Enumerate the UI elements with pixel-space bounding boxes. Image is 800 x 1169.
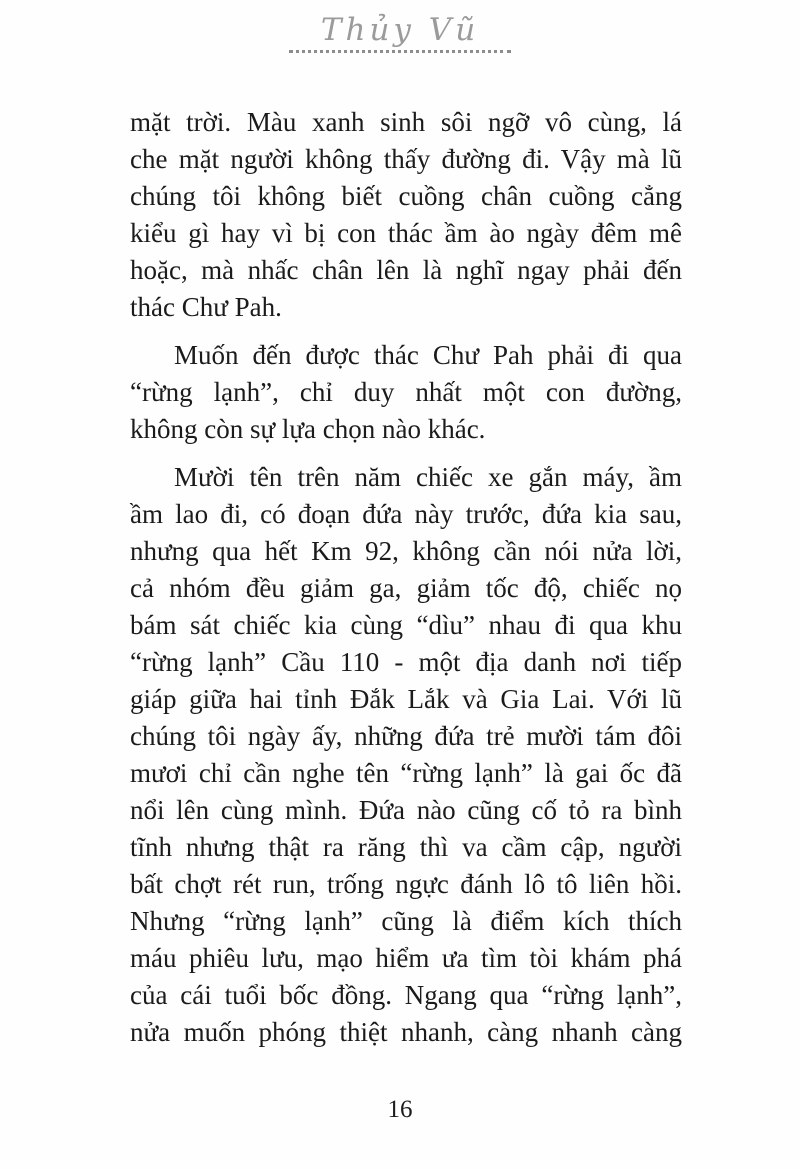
dotted-rule xyxy=(289,50,511,53)
text-line: “rừng lạnh”, chỉ duy nhất một con đường, xyxy=(130,377,682,407)
text-line: mặt trời. Màu xanh sinh sôi ngỡ vô cùng, lá xyxy=(130,107,682,137)
text-line: Mười tên trên năm chiếc xe gắn máy, ầm xyxy=(174,462,682,492)
text-line: bám sát chiếc kia cùng “dìu” nhau đi qua khu xyxy=(130,610,682,640)
body-text xyxy=(130,104,682,1062)
text-line: chúng tôi không biết cuồng chân cuồng cẳng xyxy=(130,181,682,211)
paragraph xyxy=(130,337,682,448)
text-line: “rừng lạnh” Cầu 110 - một địa danh nơi tiếp xyxy=(130,647,682,677)
text-line: bất chợt rét run, trống ngực đánh lô tô liên hồi. xyxy=(130,869,682,899)
text-line: không còn sự lựa chọn nào khác. xyxy=(130,414,486,444)
text-line: che mặt người không thấy đường đi. Vậy mà lũ xyxy=(130,144,682,174)
text-line: cả nhóm đều giảm ga, giảm tốc độ, chiếc nọ xyxy=(130,573,682,603)
text-line: thác Chư Pah. xyxy=(130,292,282,322)
text-line: nhưng qua hết Km 92, không cần nói nửa lời, xyxy=(130,536,682,566)
text-line: nửa muốn phóng thiệt nhanh, càng nhanh càng xyxy=(130,1017,682,1047)
text-line: Nhưng “rừng lạnh” cũng là điểm kích thích xyxy=(130,906,682,936)
text-line: ầm lao đi, có đoạn đứa này trước, đứa kia sau, xyxy=(130,499,682,529)
text-line: giáp giữa hai tỉnh Đắk Lắk và Gia Lai. Với lũ xyxy=(130,684,682,714)
text-line: chúng tôi ngày ấy, những đứa trẻ mười tám đôi xyxy=(130,721,682,751)
text-line: nổi lên cùng mình. Đứa nào cũng cố tỏ ra bình xyxy=(130,795,682,825)
running-header xyxy=(0,12,800,53)
author-name: Thủy Vũ xyxy=(320,12,480,48)
paragraph xyxy=(130,104,682,326)
paragraph xyxy=(130,459,682,1051)
text-line: Muốn đến được thác Chư Pah phải đi qua xyxy=(174,340,682,370)
text-line: kiểu gì hay vì bị con thác ầm ào ngày đêm mê xyxy=(130,218,682,248)
text-line: mươi chỉ cần nghe tên “rừng lạnh” là gai ốc đã xyxy=(130,758,682,788)
text-line: tĩnh nhưng thật ra răng thì va cầm cập, người xyxy=(130,832,682,862)
text-line: của cái tuổi bốc đồng. Ngang qua “rừng lạnh”, xyxy=(130,980,682,1010)
page-number: 16 xyxy=(387,1096,413,1123)
text-line: hoặc, mà nhấc chân lên là nghĩ ngay phải đến xyxy=(130,255,682,285)
text-line: máu phiêu lưu, mạo hiểm ưa tìm tòi khám phá xyxy=(130,943,682,973)
